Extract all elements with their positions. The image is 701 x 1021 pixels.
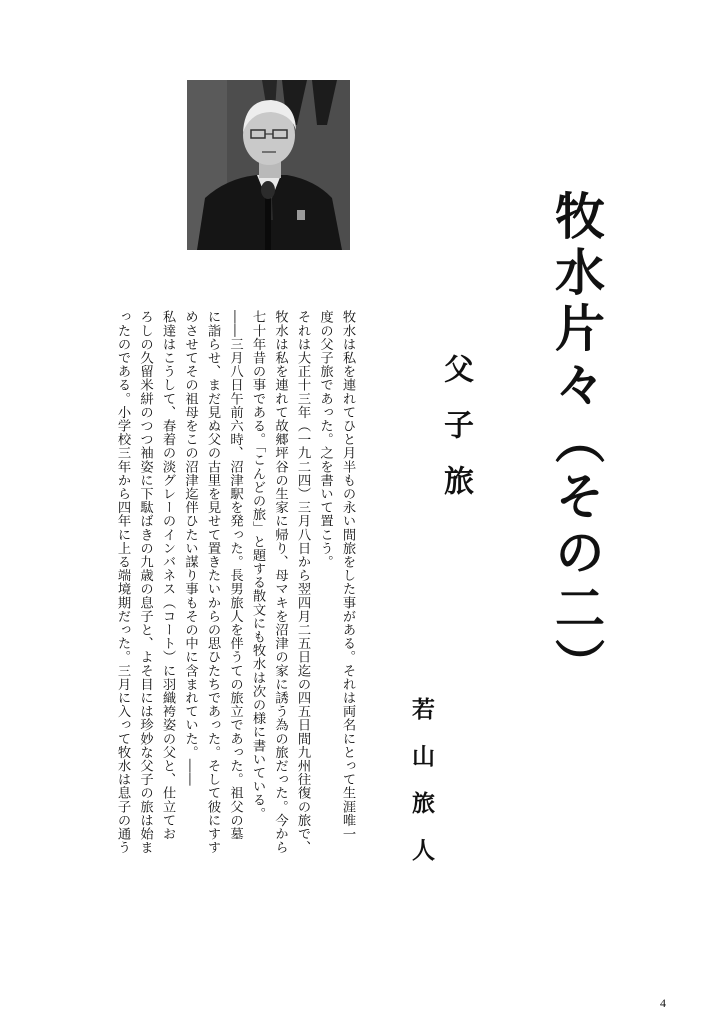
body-line: 牧水は私を連れて故郷坪谷の生家に帰り、母マキを沼津の家に誘う為の旅だった。今から: [272, 310, 288, 854]
body-line: ったのである。小学校三年から四年に上る端境期だった。三月に入って牧水は息子の通う: [115, 310, 130, 854]
article-body: [111, 310, 359, 900]
body-line: それは大正十三年（一九二四）三月八日から翌四月二五日迄の四五日間九州往復の旅で、: [295, 310, 310, 854]
body-line: ろしの久留米絣のつつ袖姿に下駄ばきの九歳の息子と、よそ目には珍妙な父子の旅は始ま: [137, 310, 153, 854]
author-name: 若山旅人: [408, 697, 435, 885]
page-number: 4: [660, 996, 666, 1010]
body-line: ――三月八日午前六時、沼津駅を発った。長男旅人を伴うての旅立であった。祖父の墓: [227, 310, 243, 841]
body-line: 七十年昔の事である。「こんどの旅」と題する散文にも牧水は次の様に書いている。: [250, 310, 265, 821]
article-subtitle: 父子旅: [438, 353, 473, 521]
body-line: めさせてその祖母をこの沼津迄伴ひたい謀り事もその中に含まれていた。――: [182, 310, 198, 786]
body-line: 牧水は私を連れてひと月半もの永い間旅をした事がある。それは両名にとって生涯唯一: [340, 310, 355, 841]
body-line: 私達はこうして、春着の淡グレーのインバネス（コート）に羽織袴姿の父と、仕立てお: [160, 310, 175, 841]
speaker-photo: [187, 80, 350, 250]
speaker-photo-image: [187, 80, 350, 250]
body-line: に詣らせ、まだ見ぬ父の古里を見せて置きたいからの思ひたちであった。そして彼にすす: [205, 310, 220, 854]
article-title: 牧水片々（その二）: [547, 190, 606, 694]
body-line: 度の父子旅であった。之を書いて置こう。: [317, 310, 333, 569]
